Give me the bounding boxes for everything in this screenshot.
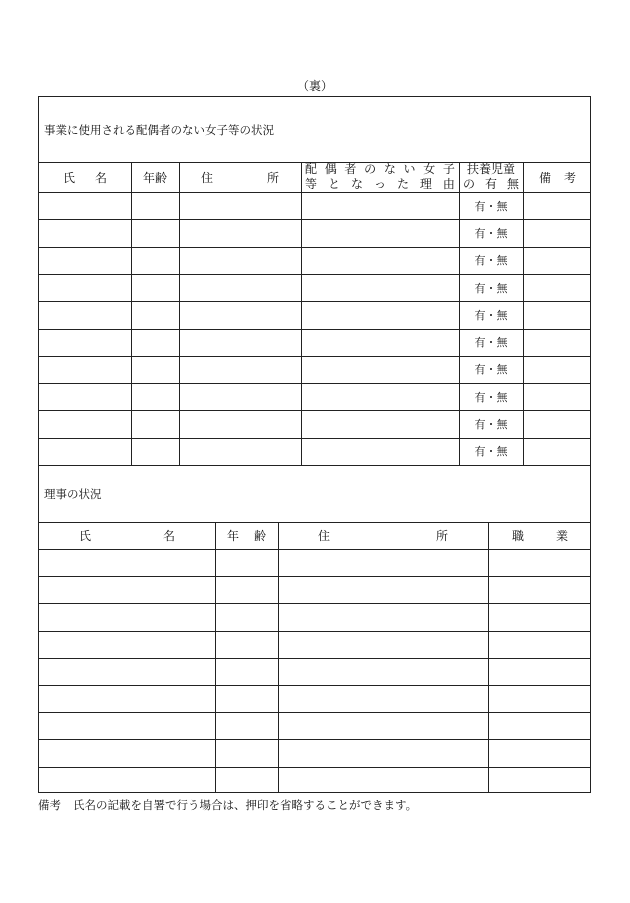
section1-title: 事業に使用される配偶者のない女子等の状況 bbox=[44, 123, 274, 137]
section2-row-rule bbox=[39, 631, 590, 632]
header-char: 女 bbox=[423, 162, 436, 176]
s2-header-address: 住 所 bbox=[318, 529, 448, 543]
section1-row-rule bbox=[39, 410, 590, 411]
children-yes-no-cell[interactable]: 有・無 bbox=[474, 254, 508, 268]
s1-header-children bbox=[459, 162, 523, 192]
section1-column-rule bbox=[179, 162, 180, 465]
children-yes-no-cell[interactable]: 有・無 bbox=[474, 336, 508, 350]
section1-column-rule bbox=[523, 162, 524, 465]
section2-row-rule bbox=[39, 603, 590, 604]
section1-column-rule bbox=[459, 162, 460, 465]
footnote bbox=[38, 797, 417, 813]
s1-header-children-line2 bbox=[463, 177, 519, 192]
children-yes-no-cell[interactable]: 有・無 bbox=[474, 418, 508, 432]
header-char: 子 bbox=[442, 162, 455, 176]
children-yes-no-cell[interactable]: 有・無 bbox=[474, 363, 508, 377]
section2-header-rule bbox=[39, 549, 590, 550]
s1-header-address: 住 所 bbox=[201, 170, 279, 185]
section2-row-rule bbox=[39, 767, 590, 768]
header-char: 理 bbox=[419, 177, 432, 191]
header-char: 偶 bbox=[324, 162, 337, 176]
section1-column-rule bbox=[301, 162, 302, 465]
children-yes-no-cell[interactable]: 有・無 bbox=[474, 445, 508, 459]
header-char: っ bbox=[373, 177, 386, 191]
header-char: た bbox=[396, 177, 409, 191]
section1-row-rule bbox=[39, 465, 590, 466]
s1-header-children-line1: 扶養児童 bbox=[466, 162, 515, 176]
header-char: い bbox=[403, 162, 416, 176]
section1-row-rule bbox=[39, 356, 590, 357]
section1-row-rule bbox=[39, 219, 590, 220]
header-char: 由 bbox=[442, 177, 455, 191]
header-char: の bbox=[364, 162, 377, 176]
s1-header-name: 氏 名 bbox=[63, 170, 107, 185]
page-label: （裏） bbox=[296, 79, 333, 93]
section1-row-rule bbox=[39, 274, 590, 275]
section2-row-rule bbox=[39, 576, 590, 577]
s1-header-reason bbox=[301, 162, 459, 192]
header-char: 無 bbox=[506, 177, 519, 191]
section2-title: 理事の状況 bbox=[44, 487, 102, 501]
s1-header-reason-line1 bbox=[305, 162, 455, 177]
section2-row-rule bbox=[39, 712, 590, 713]
s2-header-name: 氏 名 bbox=[79, 529, 175, 543]
s1-header-reason-line2 bbox=[305, 177, 455, 192]
section1-row-rule bbox=[39, 383, 590, 384]
section2-row-rule bbox=[39, 685, 590, 686]
header-char: 者 bbox=[344, 162, 357, 176]
header-char: の bbox=[463, 177, 476, 191]
section1-row-rule bbox=[39, 247, 590, 248]
children-yes-no-cell[interactable]: 有・無 bbox=[474, 281, 508, 295]
children-yes-no-cell[interactable]: 有・無 bbox=[474, 308, 508, 322]
children-yes-no-cell[interactable]: 有・無 bbox=[474, 226, 508, 240]
section1-column-rule bbox=[131, 162, 132, 465]
header-char: 等 bbox=[305, 177, 318, 191]
footnote-label: 備考 bbox=[38, 798, 61, 812]
header-char: と bbox=[327, 177, 340, 191]
header-char: な bbox=[383, 162, 396, 176]
section1-row-rule bbox=[39, 301, 590, 302]
header-char: 有 bbox=[484, 177, 497, 191]
section2-row-rule bbox=[39, 658, 590, 659]
header-char: 配 bbox=[305, 162, 318, 176]
children-yes-no-cell[interactable]: 有・無 bbox=[474, 390, 508, 404]
s2-header-occupation: 職 業 bbox=[512, 529, 568, 543]
section1-row-rule bbox=[39, 329, 590, 330]
section1-row-rule bbox=[39, 438, 590, 439]
children-yes-no-cell[interactable]: 有・無 bbox=[474, 199, 508, 213]
s1-header-remarks: 備 考 bbox=[539, 170, 576, 185]
section1-header-rule bbox=[39, 192, 590, 193]
footnote-text: 氏名の記載を自署で行う場合は、押印を省略することができます。 bbox=[73, 798, 418, 812]
header-char: な bbox=[350, 177, 363, 191]
section2-row-rule bbox=[39, 739, 590, 740]
form-frame bbox=[38, 96, 591, 793]
s1-header-age: 年齢 bbox=[142, 170, 167, 185]
s2-header-age: 年 齢 bbox=[227, 529, 266, 543]
